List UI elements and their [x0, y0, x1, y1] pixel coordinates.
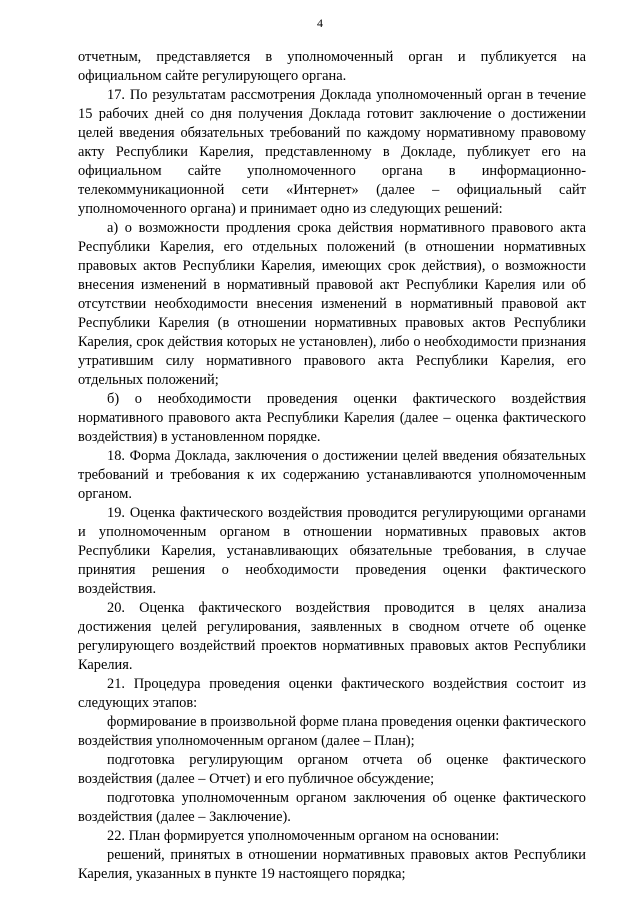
paragraph: решений, принятых в отношении нормативных правовых актов Республики Карелия, указанных в пункте 19 настоящего порядка; [78, 847, 586, 882]
paragraph: отчетным, представляется в уполномоченный орган и публикуется на официальном сайте регулирующего органа. [78, 49, 586, 84]
paragraph: 22. План формируется уполномоченным органом на основании: [107, 828, 500, 844]
paragraph: б) о необходимости проведения оценки фактического воздействия нормативного правового акта Республики Карелия (далее – оценка фактического воздействия) в установленном порядке. [78, 391, 586, 445]
paragraph: 19. Оценка фактического воздействия проводится регулирующими органами и уполномоченным органом в отношении нормативных правовых актов Республики Карелия, устанавливающих обязательные требования, в случае принятия решения о необходимости проведения оценки фактического воздействия. [78, 505, 586, 597]
body-text [78, 48, 586, 884]
page-number: 4 [317, 16, 323, 30]
paragraph: подготовка регулирующим органом отчета об оценке фактического воздействия (далее – Отчет) и его публичное обсуждение; [78, 752, 586, 787]
paragraph: а) о возможности продления срока действия нормативного правового акта Республики Карелия, его отдельных положений (в отношении нормативных правовых актов Республики Карелия, имеющих срок действия), о возможности внесения изменений в нормативный правовой акт Республики Карелия или об отсутствии необходимости внесения изменений в нормативный правовой акт Республики Карелия (в отношении нормативных правовых актов Республики Карелия, срок действия которых не установлен), либо о необходимости признания утратившим силу нормативного правового акта Республики Карелия, его отдельных положений; [78, 220, 586, 388]
paragraph: подготовка уполномоченным органом заключения об оценке фактического воздействия (далее – Заключение). [78, 790, 586, 825]
paragraph: 18. Форма Доклада, заключения о достижении целей введения обязательных требований и требования к их содержанию устанавливаются уполномоченным органом. [78, 448, 586, 502]
paragraph: формирование в произвольной форме плана проведения оценки фактического воздействия уполномоченным органом (далее – План); [78, 714, 586, 749]
paragraph: 20. Оценка фактического воздействия проводится в целях анализа достижения целей регулирования, заявленных в сводном отчете об оценке регулирующего воздействий проектов нормативных правовых актов Республики Карелия. [78, 600, 586, 673]
paragraph: 21. Процедура проведения оценки фактического воздействия состоит из следующих этапов: [78, 676, 586, 711]
paragraph: 17. По результатам рассмотрения Доклада уполномоченный орган в течение 15 рабочих дней со дня получения Доклада готовит заключение о достижении целей введения обязательных требований по каждому нормативному правовому акту Республики Карелия, представленному в Докладе, публикует его на официальном сайте уполномоченного органа в информационно-телекоммуникационной сети «Интернет» (далее – официальный сайт уполномоченного органа) и принимает одно из следующих решений: [78, 87, 586, 217]
